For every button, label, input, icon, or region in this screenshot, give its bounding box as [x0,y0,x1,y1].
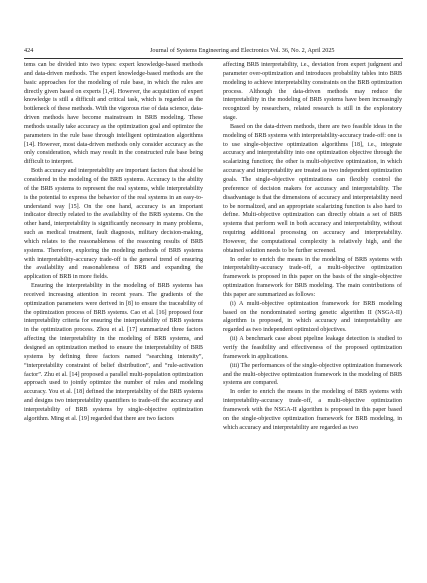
paragraph: Based on the data-driven methods, there are two feasible ideas in the modeling of BRB systems with interpretability-accuracy trade-off: one is to use single-objective optimization algorithms [18], i.e., integrate accuracy and interpretability into one optimization objective through the scalarizing function; the other is multi-objective optimization, in which accuracy and interpretability are treated as two independent optimization goals. The single-objective optimizations can flexibly control the preference of decision makers for accuracy and interpretability. The disadvantage is that the dimensions of accuracy and interpretability need to be normalized, and an appropriate scalarizing function is also hard to define. Multi-objective optimization can directly obtain a set of BRB systems that perform well in both accuracy and interpretability, without requiring additional processing on accuracy and interpretability. However, the computational complexity is relatively high, and the obtained solution needs to be further screened. [223,123,402,254]
paragraph: tems can be divided into two types: expert knowledge-based methods and data-driven methods. The expert knowledge-based methods are the basic approaches for the modeling of rule base, in which the rules are directly given based on experts [1,4]. However, the acquisition of expert knowledge is still a difficult and critical task, which is regarded as the bottleneck of these methods. With the vigorous rise of data science, data-driven methods have become mainstream in BRB modeling. These methods usually take accuracy as the optimization goal and optimize the parameters in the rule base through intelligent optimization algorithms [14]. However, most data-driven methods only consider accuracy as the only consideration, which may result in the constructed rule base being difficult to interpret. [24,62,203,166]
paragraph: In order to enrich the means in the modeling of BRB systems with interpretability-accuracy trade-off, a multi-objective optimization framework is proposed in this paper on the basis of the single-objective optimization framework for BRB modeling. The main contributions of this paper are summarized as follows: [223,256,402,298]
contribution-item: (iii) The performances of the single-objective optimization framework and the multi-objective optimization framework in the modeling of BRB systems are compared. [223,362,402,387]
header-rule [24,58,403,59]
right-column [223,61,402,571]
contribution-item: (ii) A benchmark case about pipeline leakage detection is studied to verify the feasibility and effectiveness of the proposed optimization framework in applications. [223,336,402,360]
paragraph: Ensuring the interpretability in the modeling of BRB systems has received increasing attention in recent years. The gradients of the optimization parameters were derived in [8] to ensure the traceability of the optimization process of BRB systems. Cao et al. [16] proposed four interpretability criteria for ensuring the interpretability of BRB systems in the optimization process. Zhou et al. [17] summarized three factors affecting the interpretability in the modeling of BRB systems, and designed an optimization method to ensure the interpretability of BRB systems by defining three factors named “searching intensity”, “interpretability constraint of belief distribution”, and “rule-activation factor”. Zhu et al. [14] proposed a parallel multi-population optimization approach used to jointly optimize the number of rules and modeling accuracy. You et al. [18] defined the interpretability of the BRB systems and designs two interpretability quantifiers to trade-off the accuracy and interpretability of BRB systems by single-objective optimization algorithm. Ming et al. [19] regarded that there are two factors [24,283,203,422]
paragraph: In order to enrich the means in the modeling of BRB systems with interpretability-accuracy trade-off, a multi-objective optimization framework with the NSGA-II algorithm is proposed in this paper based on the single-objective optimization framework for BRB modeling, in which accuracy and interpretability are regarded as two [223,389,402,431]
paragraph: affecting BRB interpretability, i.e., deviation from expert judgment and parameter over-optimization and introduces probability tables into BRB modeling to achieve interpretability constraints on the BRB optimization process. Although the data-driven methods may reduce the interpretability in the modeling of BRB systems have been increasingly recognized by researchers, related research is still in the exploratory stage. [223,62,402,122]
journal-title: Journal of Systems Engineering and Electronics Vol. 36, No. 2, April 2025 [150,47,335,54]
left-column [24,61,203,571]
page-number: 424 [24,47,34,54]
paragraph: Both accuracy and interpretability are important factors that should be considered in the modeling of the BRB systems. Accuracy is the ability of the BRB systems to represent the real systems, while interpretability is the potential to express the behavior of the real systems in an easy-to-understand way [15]. On the one hand, accuracy is an important indicator directly related to the availability of the BRB systems. On the other hand, interpretability is significantly necessary in many problems, such as medical treatment, fault diagnosis, military decision-making, which relates to the reasonableness of the reasoning results of BRB systems. Therefore, exploring the modeling methods of BRB systems with interpretability-accuracy trade-off is the general trend of ensuring the availability and reasonableness of BRB and expanding the application of BRB in more fields. [24,168,203,281]
running-header [24,46,403,56]
contribution-item: (i) A multi-objective optimization framework for BRB modeling based on the nondominated sorting genetic algorithm II (NSGA-II) algorithm is proposed, in which accuracy and interpretability are regarded as two independent optimized objectives. [223,300,402,334]
